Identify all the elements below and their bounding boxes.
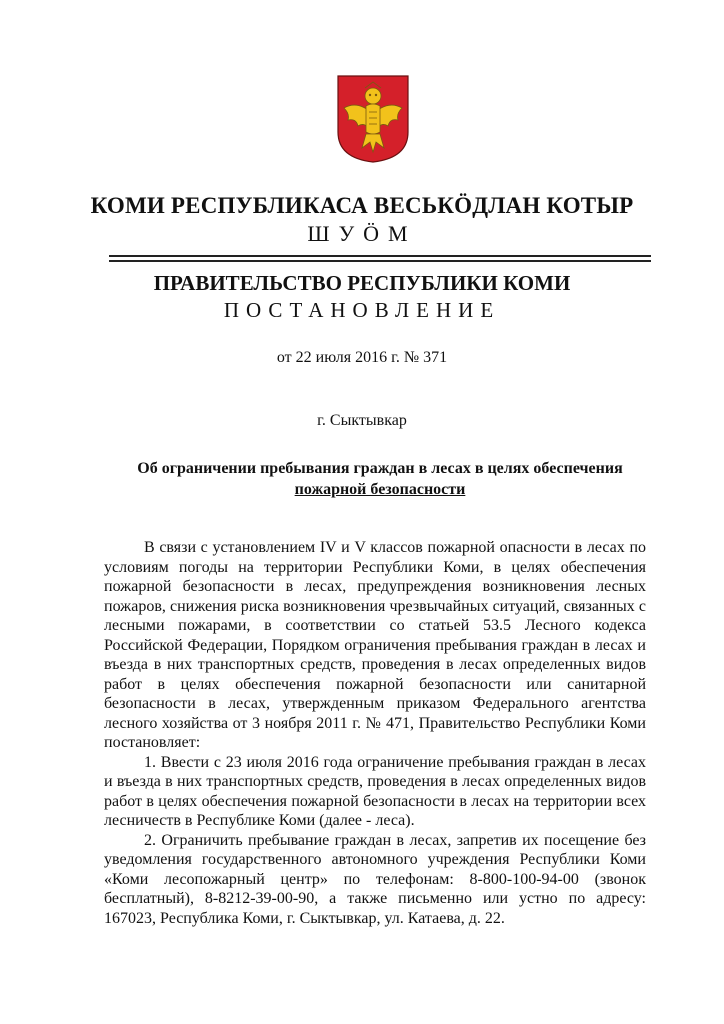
decree-subject <box>110 458 650 500</box>
komi-government-title: КОМИ РЕСПУБЛИКАСА ВЕСЬКӦДЛАН КОТЫР <box>90 193 634 218</box>
komi-decree-label: ШУӦМ <box>307 221 417 246</box>
subject-line-2: пожарной безопасности <box>294 481 466 498</box>
header-divider-top <box>109 255 651 257</box>
decree-body <box>104 538 646 928</box>
government-title: ПРАВИТЕЛЬСТВО РЕСПУБЛИКИ КОМИ <box>153 271 571 295</box>
decree-city: г. Сыктывкар <box>317 412 407 429</box>
decree-date-number: от 22 июля 2016 г. № 371 <box>276 349 448 366</box>
body-paragraph-item-2: 2. Ограничить пребывание граждан в лесах, запретив их посещение без уведомления государственного автономного учреждения Республики Коми «Коми лесопожарный центр» по телефонам: 8-800-100-94-00 (звонок бесплатный), 8-8212-39-00-90, а также письменно или устно по адресу: 167023, Республика Коми, г. Сыктывкар, ул. Катаева, д. 22. <box>104 831 646 927</box>
komi-coat-of-arms-emblem <box>336 74 410 164</box>
subject-line-1: Об ограничении пребывания граждан в лесах в целях обеспечения <box>137 460 623 477</box>
header-divider-bottom <box>109 260 651 262</box>
body-paragraph-preamble: В связи с установлением IV и V классов пожарной опасности в лесах по условиям погоды на территории Республики Коми, в целях обеспечения пожарной безопасности в лесах, предупреждения возникновения лесных пожаров, снижения риска возникновения чрезвычайных ситуаций, связанных с лесными пожарами, в соответствии со статьей 53.5 Лесного кодекса Российской Федерации, Порядком ограничения пребывания граждан в лесах и въезда в них транспортных средств, проведения в лесах определенных видов работ в целях обеспечения пожарной безопасности или санитарной безопасности в лесах, утвержденным приказом Федерального агентства лесного хозяйства от 3 ноября 2011 г. № 471, Правительство Республики Коми постановляет: <box>104 539 646 751</box>
coat-of-arms-icon <box>336 74 410 164</box>
decree-label: ПОСТАНОВЛЕНИЕ <box>223 298 501 322</box>
body-paragraph-item-1: 1. Ввести с 23 июля 2016 года ограничение пребывания граждан в лесах и въезда в них транспортных средств, проведения в лесах определенных видов работ в целях обеспечения пожарной безопасности в лесах на территории всех лесничеств в Республике Коми (далее - леса). <box>104 753 646 829</box>
